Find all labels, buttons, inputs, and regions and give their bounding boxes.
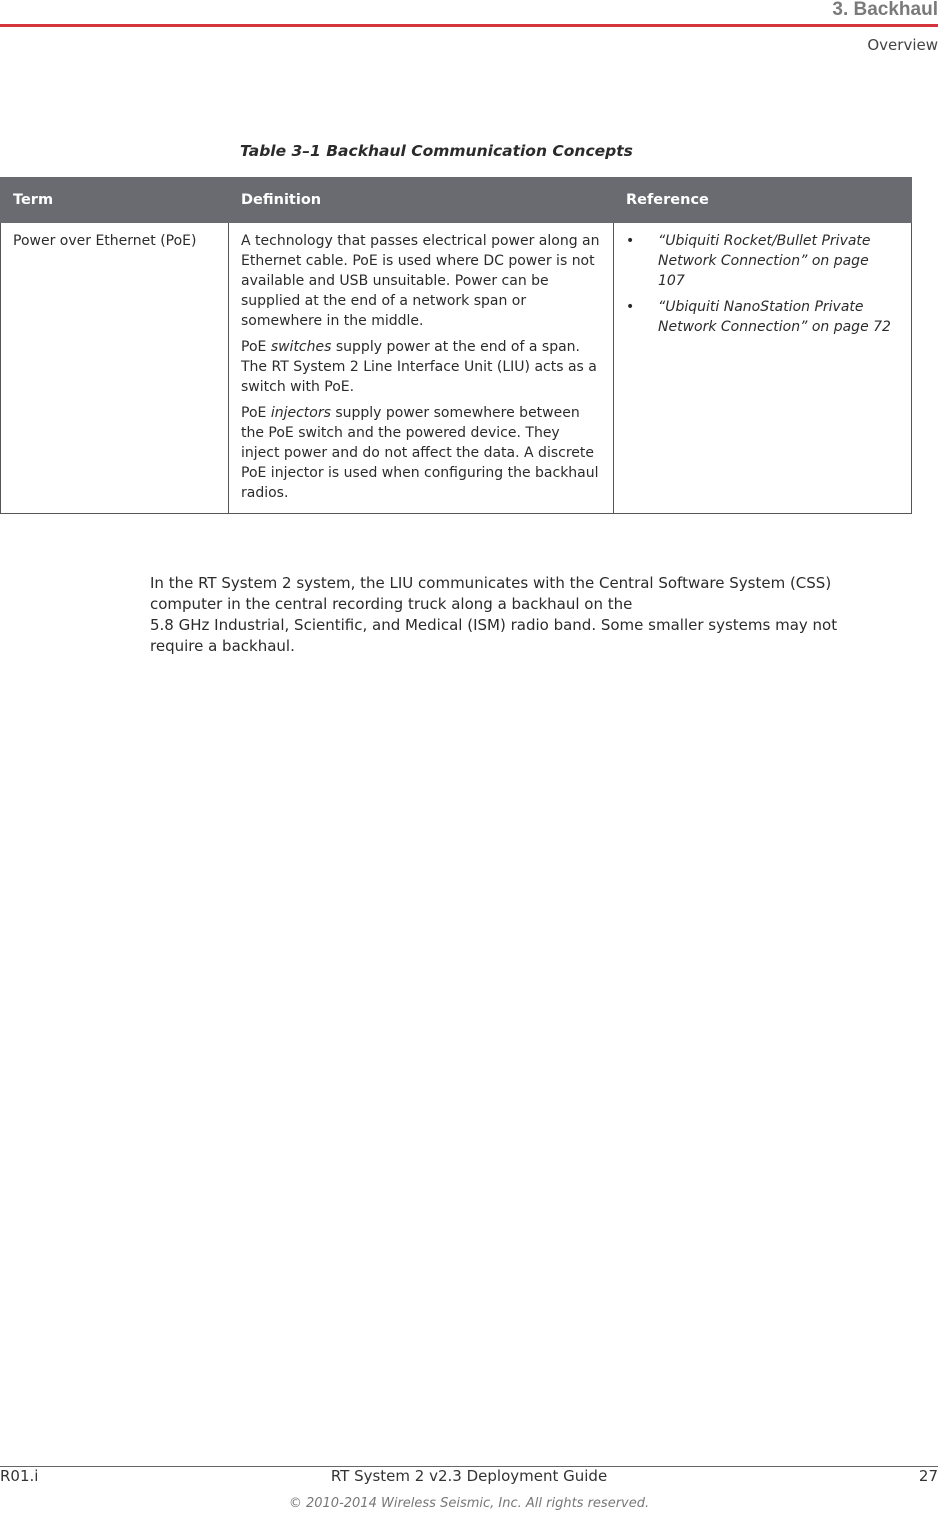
definition-emphasis: switches [270, 339, 332, 355]
footer-revision: R01.i [0, 1467, 39, 1485]
definition-text: PoE [241, 339, 271, 355]
table-caption: Table 3–1 Backhaul Communication Concepts [240, 142, 633, 160]
footer-copyright: © 2010-2014 Wireless Seismic, Inc. All rights reserved. [288, 1496, 650, 1511]
column-header-definition: Definition [229, 178, 614, 223]
column-header-reference: Reference [614, 178, 912, 223]
definition-text: PoE [241, 405, 271, 421]
definition-paragraph [241, 403, 601, 503]
chapter-title: 3. Backhaul [832, 0, 938, 20]
reference-link[interactable] [626, 231, 899, 291]
concepts-table [0, 177, 912, 514]
definition-paragraph: A technology that passes electrical power along an Ethernet cable. PoE is used where DC power is not available and USB unsuitable. Power can be supplied at the end of a network span or somewhere in the middle. [241, 233, 600, 329]
table-header-row [1, 178, 912, 223]
body-line: computer in the central recording truck along a backhaul on the [150, 595, 633, 613]
reference-list [626, 231, 899, 337]
reference-cell [614, 223, 912, 514]
reference-text: “Ubiquiti Rocket/Bullet Private Network Connection” on page 107 [658, 233, 871, 289]
body-line: In the RT System 2 system, the LIU communicates with the Central Software System (CSS) [150, 574, 832, 592]
definition-paragraph [241, 337, 601, 397]
body-line: 5.8 GHz Industrial, Scientific, and Medical (ISM) radio band. Some smaller systems may not [150, 616, 838, 634]
body-line: require a backhaul. [150, 637, 295, 655]
reference-link[interactable] [626, 297, 899, 337]
definition-emphasis: injectors [270, 405, 331, 421]
definition-text: supply power at the end of a span. The RT System 2 Line Interface Unit (LIU) acts as a switch with PoE. [241, 339, 597, 395]
bullet-icon: • [626, 299, 635, 315]
reference-text: “Ubiquiti NanoStation Private Network Connection” on page 72 [658, 299, 891, 335]
term-cell: Power over Ethernet (PoE) [1, 223, 229, 514]
table-row [1, 223, 912, 514]
footer-doc-title: RT System 2 v2.3 Deployment Guide [330, 1467, 608, 1485]
bullet-icon: • [626, 233, 635, 249]
definition-cell [229, 223, 614, 514]
definition-text: supply power somewhere between the PoE switch and the powered device. They inject power and do not affect the data. A discrete PoE injector is used when configuring the backhaul radios. [241, 405, 599, 501]
body-paragraph [150, 573, 932, 657]
section-title: Overview [867, 36, 938, 54]
column-header-term: Term [1, 178, 229, 223]
header-rule [0, 24, 938, 27]
footer-page-number: 27 [918, 1467, 938, 1485]
